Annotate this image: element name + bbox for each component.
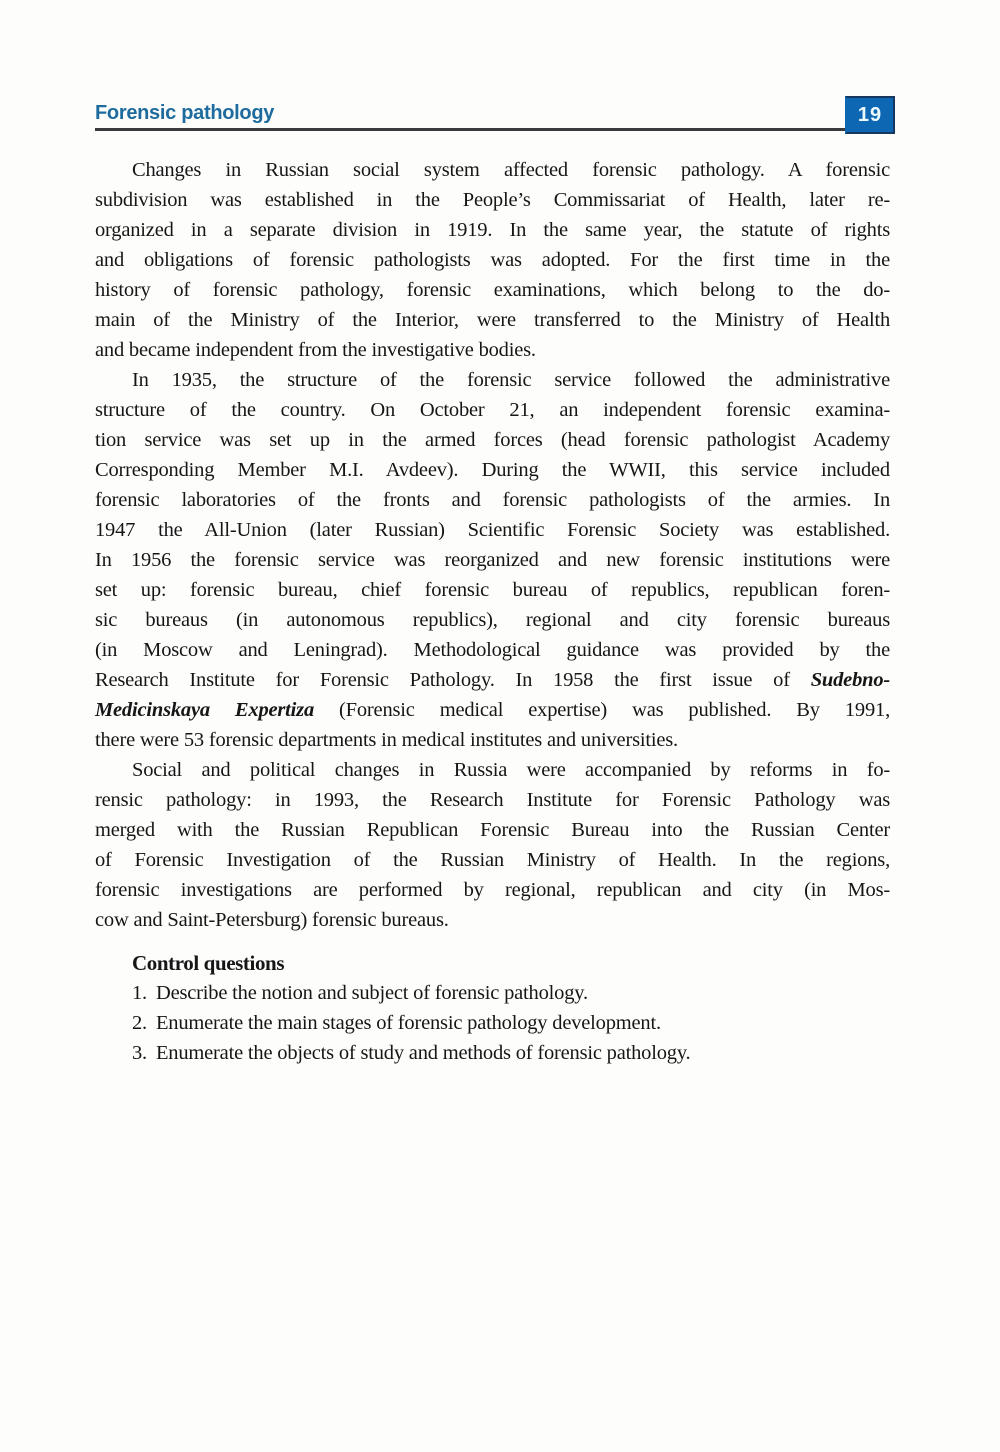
- text-line: (in Moscow and Leningrad). Methodological guidance was provided by the: [95, 639, 890, 661]
- text-line: structure of the country. On October 21, an independent forensic examina-: [95, 399, 890, 421]
- question-number: 2.: [132, 1012, 147, 1034]
- text-line: sic bureaus (in autonomous republics), regional and city forensic bureaus: [95, 609, 890, 631]
- text-line: there were 53 forensic departments in medical institutes and universities.: [95, 729, 678, 751]
- journal-title-emphasis: Medicinskaya Expertiza: [95, 699, 315, 721]
- page-number-badge: [845, 96, 895, 134]
- body-paragraphs: [95, 155, 890, 935]
- text-line: and obligations of forensic pathologists was adopted. For the first time in the: [95, 249, 890, 271]
- text-line: of Forensic Investigation of the Russian Ministry of Health. In the regions,: [95, 849, 890, 871]
- text-line: In 1956 the forensic service was reorganized and new forensic institutions were: [95, 549, 890, 571]
- journal-title-emphasis: Sudebno-: [810, 669, 890, 691]
- control-questions-section: [95, 948, 890, 1068]
- control-question-item: [95, 1038, 890, 1068]
- text-segment: (Forensic medical expertise) was published. By 1991,: [314, 699, 890, 721]
- text-line: [95, 665, 890, 695]
- header-rule: [95, 128, 845, 131]
- control-questions-heading: Control questions: [132, 951, 285, 975]
- text-line: cow and Saint-Petersburg) forensic bureaus.: [95, 909, 449, 931]
- control-question-item: [95, 978, 890, 1008]
- text-line: set up: forensic bureau, chief forensic bureau of republics, republican foren-: [95, 579, 890, 601]
- running-header-title: Forensic pathology: [95, 102, 275, 124]
- text-line: 1947 the All-Union (later Russian) Scientific Forensic Society was established.: [95, 519, 890, 541]
- text-line: Changes in Russian social system affected forensic pathology. A forensic: [132, 159, 890, 181]
- text-line: organized in a separate division in 1919. In the same year, the statute of rights: [95, 219, 890, 241]
- question-text: Enumerate the objects of study and methods of forensic pathology.: [155, 1042, 691, 1064]
- text-line: merged with the Russian Republican Forensic Bureau into the Russian Center: [95, 819, 890, 841]
- question-number: 3.: [132, 1042, 147, 1064]
- text-line: rensic pathology: in 1993, the Research Institute for Forensic Pathology was: [95, 789, 890, 811]
- text-segment: Research Institute for Forensic Pathology. In 1958 the first issue of: [95, 669, 811, 691]
- text-line: [95, 695, 890, 725]
- question-text: Enumerate the main stages of forensic pathology development.: [155, 1012, 661, 1034]
- text-line: main of the Ministry of the Interior, were transferred to the Ministry of Health: [95, 309, 890, 331]
- text-line: forensic investigations are performed by regional, republican and city (in Mos-: [95, 879, 890, 901]
- body-text: [95, 155, 890, 1068]
- text-line: Corresponding Member M.I. Avdeev). During the WWII, this service included: [95, 459, 890, 481]
- question-text: Describe the notion and subject of forensic pathology.: [155, 982, 588, 1004]
- text-line: subdivision was established in the People’s Commissariat of Health, later re-: [95, 189, 890, 211]
- text-line: history of forensic pathology, forensic examinations, which belong to the do-: [95, 279, 890, 301]
- text-line: Social and political changes in Russia were accompanied by reforms in fo-: [132, 759, 890, 781]
- page-number: 19: [857, 103, 883, 126]
- question-number: 1.: [132, 982, 147, 1004]
- control-question-item: [95, 1008, 890, 1038]
- text-line: forensic laboratories of the fronts and forensic pathologists of the armies. In: [95, 489, 890, 511]
- text-line: tion service was set up in the armed forces (head forensic pathologist Academy: [95, 429, 890, 451]
- text-line: In 1935, the structure of the forensic service followed the administrative: [132, 369, 890, 391]
- control-questions-list: [95, 978, 890, 1068]
- text-line: and became independent from the investigative bodies.: [95, 339, 536, 361]
